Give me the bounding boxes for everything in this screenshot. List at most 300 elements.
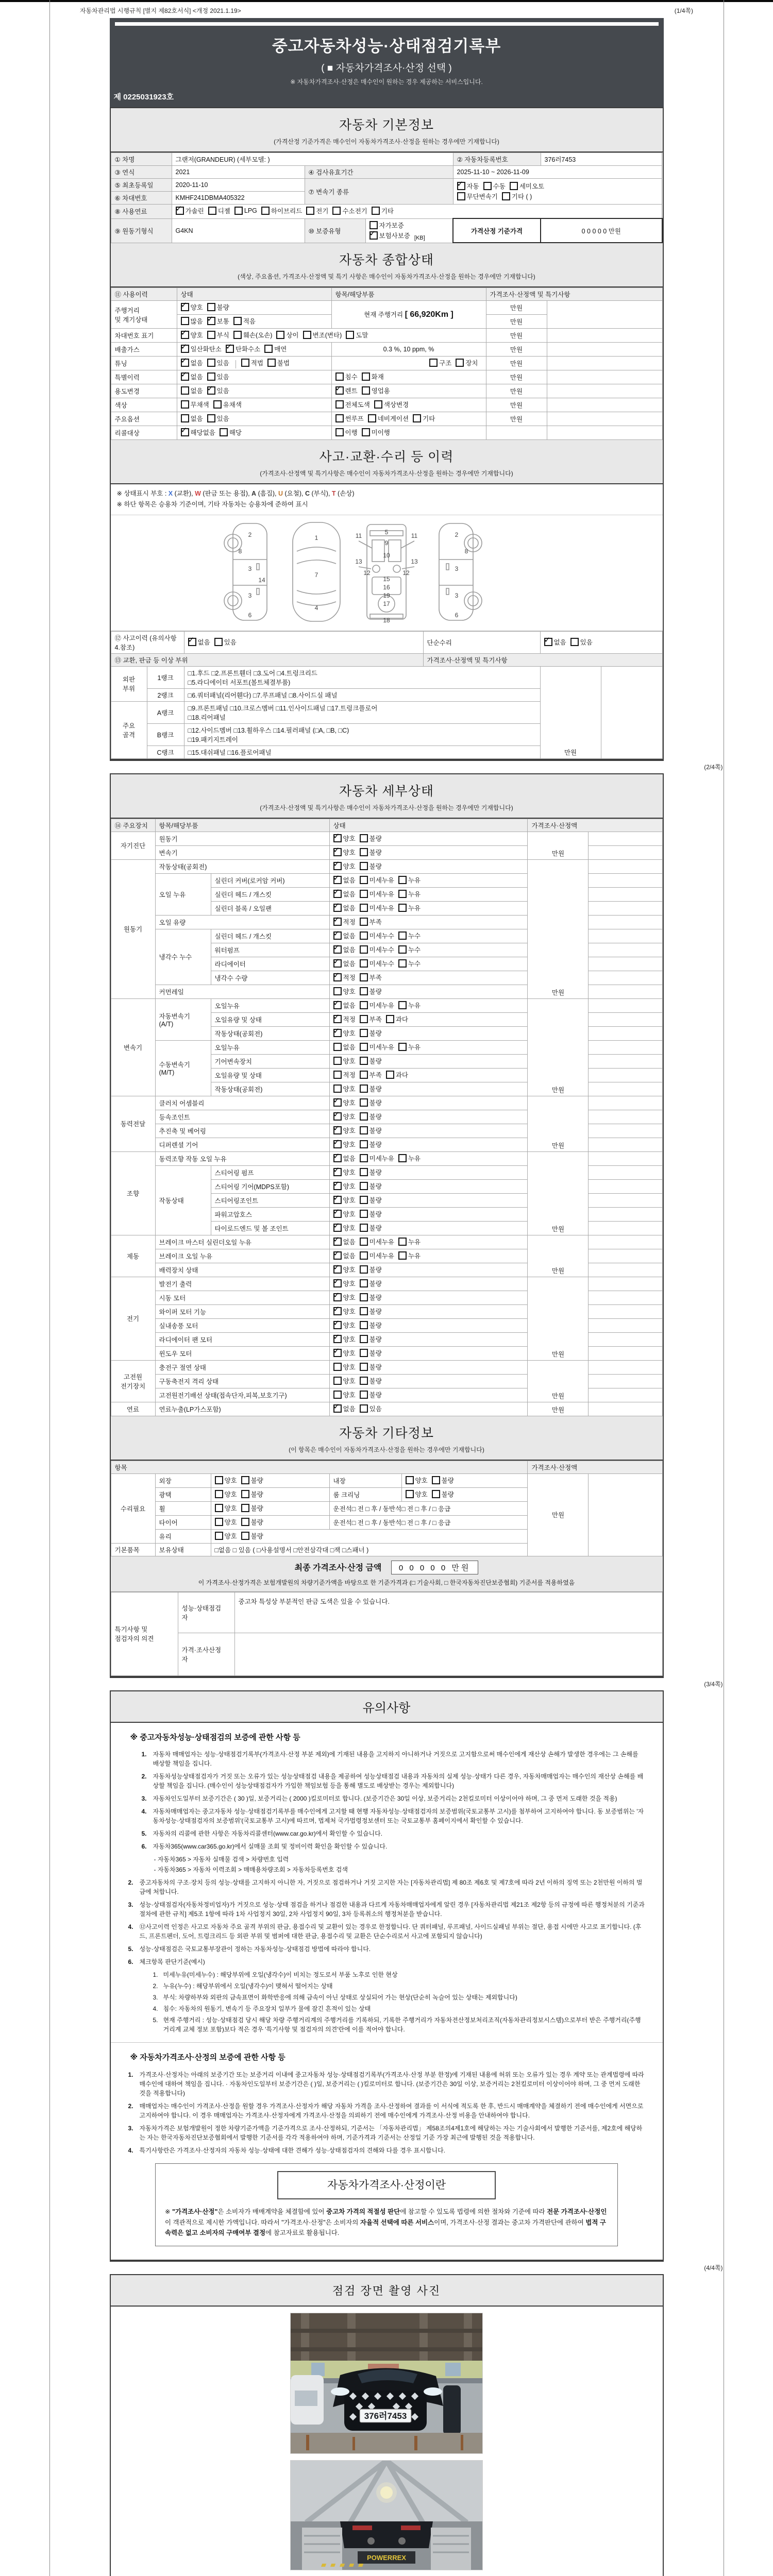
checkbox-일산화탄소[interactable] bbox=[181, 344, 222, 353]
checkbox-box[interactable] bbox=[234, 207, 243, 215]
checkbox-box[interactable] bbox=[360, 1210, 368, 1218]
checkbox-box[interactable] bbox=[432, 1490, 440, 1498]
checkbox-box[interactable] bbox=[333, 1251, 342, 1260]
checkbox-box[interactable] bbox=[360, 1168, 368, 1176]
checkbox-box[interactable] bbox=[360, 1084, 368, 1093]
checkbox-box[interactable] bbox=[333, 959, 342, 968]
checkbox-box[interactable] bbox=[360, 1126, 368, 1134]
checkbox-없음[interactable] bbox=[188, 637, 210, 647]
checkbox-렌트[interactable] bbox=[335, 386, 358, 395]
checkbox-양호[interactable] bbox=[333, 987, 356, 996]
checkbox-양호[interactable] bbox=[333, 1265, 356, 1274]
checkbox-box[interactable] bbox=[374, 400, 382, 409]
checkbox-양호[interactable] bbox=[333, 1209, 356, 1218]
checkbox-box[interactable] bbox=[181, 345, 189, 353]
checkbox-누유[interactable] bbox=[398, 889, 421, 899]
checkbox-box[interactable] bbox=[333, 1154, 342, 1162]
checkbox-box[interactable] bbox=[360, 931, 368, 940]
checkbox-양호[interactable] bbox=[215, 1476, 237, 1485]
checkbox-불량[interactable] bbox=[360, 1348, 382, 1358]
checkbox-box[interactable] bbox=[360, 1391, 368, 1399]
checkbox-box[interactable] bbox=[333, 1210, 342, 1218]
checkbox-탄화수소[interactable] bbox=[226, 344, 260, 353]
checkbox-box[interactable] bbox=[360, 1279, 368, 1287]
checkbox-불량[interactable] bbox=[360, 1167, 382, 1177]
checkbox-불량[interactable] bbox=[360, 1320, 382, 1330]
checkbox-box[interactable] bbox=[570, 638, 579, 646]
checkbox-box[interactable] bbox=[360, 918, 368, 926]
checkbox-box[interactable] bbox=[360, 1182, 368, 1190]
checkbox-양호[interactable] bbox=[333, 1112, 356, 1121]
checkbox-없음[interactable] bbox=[333, 875, 356, 885]
checkbox-양호[interactable] bbox=[333, 1084, 356, 1093]
checkbox-양호[interactable] bbox=[215, 1489, 237, 1499]
checkbox-box[interactable] bbox=[360, 862, 368, 870]
checkbox-box[interactable] bbox=[333, 1140, 342, 1148]
checkbox-미세누수[interactable] bbox=[360, 945, 394, 954]
checkbox-box[interactable] bbox=[398, 1238, 407, 1246]
checkbox-box[interactable] bbox=[215, 1532, 223, 1540]
checkbox-box[interactable] bbox=[456, 359, 464, 367]
checkbox-box[interactable] bbox=[333, 1029, 342, 1037]
checkbox-box[interactable] bbox=[360, 1140, 368, 1148]
checkbox-양호[interactable] bbox=[333, 1279, 356, 1288]
checkbox-기타[interactable] bbox=[413, 414, 435, 423]
checkbox-box[interactable] bbox=[333, 1057, 342, 1065]
checkbox-box[interactable] bbox=[333, 1377, 342, 1385]
checkbox-불량[interactable] bbox=[432, 1489, 454, 1499]
checkbox-box[interactable] bbox=[333, 1224, 342, 1232]
checkbox-box[interactable] bbox=[264, 345, 273, 353]
checkbox-적정[interactable] bbox=[333, 917, 356, 926]
checkbox-box[interactable] bbox=[181, 400, 189, 409]
checkbox-box[interactable] bbox=[398, 931, 407, 940]
checkbox-불량[interactable] bbox=[360, 987, 382, 996]
checkbox-box[interactable] bbox=[207, 414, 215, 422]
checkbox-기타 ( )[interactable] bbox=[502, 192, 532, 201]
checkbox-세미오토[interactable] bbox=[510, 181, 544, 191]
checkbox-양호[interactable] bbox=[215, 1517, 237, 1527]
checkbox-box[interactable] bbox=[360, 1057, 368, 1065]
checkbox-하이브리드[interactable] bbox=[261, 206, 302, 215]
checkbox-box[interactable] bbox=[333, 1238, 342, 1246]
checkbox-box[interactable] bbox=[181, 331, 189, 339]
checkbox-box[interactable] bbox=[333, 1363, 342, 1371]
checkbox-box[interactable] bbox=[369, 231, 378, 240]
checkbox-box[interactable] bbox=[346, 331, 354, 339]
checkbox-box[interactable] bbox=[333, 1279, 342, 1287]
checkbox-box[interactable] bbox=[362, 372, 370, 381]
checkbox-불량[interactable] bbox=[360, 1376, 382, 1385]
checkbox-있음[interactable] bbox=[207, 386, 229, 395]
checkbox-양호[interactable] bbox=[215, 1503, 237, 1513]
checkbox-양호[interactable] bbox=[333, 1307, 356, 1316]
checkbox-box[interactable] bbox=[360, 1001, 368, 1009]
checkbox-없음[interactable] bbox=[544, 637, 566, 647]
checkbox-가솔린[interactable] bbox=[176, 206, 204, 215]
checkbox-양호[interactable] bbox=[333, 1098, 356, 1107]
checkbox-box[interactable] bbox=[510, 182, 518, 190]
checkbox-box[interactable] bbox=[233, 317, 242, 325]
checkbox-적음[interactable] bbox=[233, 316, 256, 326]
checkbox-box[interactable] bbox=[360, 1098, 368, 1107]
checkbox-미세누유[interactable] bbox=[360, 1251, 394, 1260]
checkbox-box[interactable] bbox=[398, 1043, 407, 1051]
checkbox-box[interactable] bbox=[360, 1071, 368, 1079]
checkbox-box[interactable] bbox=[215, 1490, 223, 1498]
checkbox-없음[interactable] bbox=[333, 1404, 356, 1413]
checkbox-누유[interactable] bbox=[398, 1237, 421, 1246]
checkbox-box[interactable] bbox=[360, 1307, 368, 1315]
checkbox-box[interactable] bbox=[215, 1518, 223, 1526]
checkbox-box[interactable] bbox=[306, 207, 314, 215]
checkbox-없음[interactable] bbox=[333, 1154, 356, 1163]
checkbox-불량[interactable] bbox=[360, 1112, 382, 1121]
checkbox-box[interactable] bbox=[333, 1015, 342, 1023]
checkbox-box[interactable] bbox=[215, 1476, 223, 1484]
checkbox-box[interactable] bbox=[335, 372, 344, 381]
checkbox-미세누유[interactable] bbox=[360, 1154, 394, 1163]
checkbox-양호[interactable] bbox=[181, 330, 203, 340]
checkbox-box[interactable] bbox=[333, 890, 342, 898]
checkbox-양호[interactable] bbox=[333, 1167, 356, 1177]
checkbox-없음[interactable] bbox=[333, 889, 356, 899]
checkbox-수동[interactable] bbox=[483, 181, 506, 191]
checkbox-box[interactable] bbox=[360, 1363, 368, 1371]
checkbox-box[interactable] bbox=[333, 1321, 342, 1329]
checkbox-없음[interactable] bbox=[333, 1237, 356, 1246]
checkbox-양호[interactable] bbox=[333, 1028, 356, 1038]
checkbox-box[interactable] bbox=[333, 1335, 342, 1343]
checkbox-전기[interactable] bbox=[306, 206, 328, 215]
checkbox-box[interactable] bbox=[333, 1126, 342, 1134]
checkbox-box[interactable] bbox=[181, 372, 189, 381]
checkbox-불량[interactable] bbox=[241, 1503, 263, 1513]
checkbox-과다[interactable] bbox=[386, 1070, 408, 1079]
checkbox-없음[interactable] bbox=[181, 358, 203, 367]
checkbox-자동[interactable] bbox=[457, 181, 479, 191]
checkbox-box[interactable] bbox=[181, 317, 189, 325]
checkbox-box[interactable] bbox=[360, 973, 368, 981]
checkbox-양호[interactable] bbox=[333, 1320, 356, 1330]
checkbox-미세누유[interactable] bbox=[360, 875, 394, 885]
checkbox-매연[interactable] bbox=[264, 344, 287, 353]
checkbox-box[interactable] bbox=[207, 372, 215, 381]
checkbox-누유[interactable] bbox=[398, 903, 421, 912]
checkbox-box[interactable] bbox=[333, 1182, 342, 1190]
checkbox-box[interactable] bbox=[360, 945, 368, 954]
checkbox-box[interactable] bbox=[333, 1404, 342, 1413]
checkbox-box[interactable] bbox=[360, 987, 368, 995]
checkbox-없음[interactable] bbox=[181, 414, 203, 423]
checkbox-양호[interactable] bbox=[333, 1140, 356, 1149]
checkbox-양호[interactable] bbox=[333, 1056, 356, 1065]
checkbox-box[interactable] bbox=[362, 428, 370, 436]
checkbox-영업용[interactable] bbox=[362, 386, 390, 395]
checkbox-적법[interactable] bbox=[241, 358, 263, 367]
checkbox-box[interactable] bbox=[360, 1238, 368, 1246]
checkbox-미세누유[interactable] bbox=[360, 1237, 394, 1246]
checkbox-box[interactable] bbox=[333, 904, 342, 912]
checkbox-불량[interactable] bbox=[360, 861, 382, 871]
checkbox-있음[interactable] bbox=[214, 637, 237, 647]
checkbox-불량[interactable] bbox=[360, 1209, 382, 1218]
checkbox-box[interactable] bbox=[207, 359, 215, 367]
checkbox-불량[interactable] bbox=[241, 1489, 263, 1499]
checkbox-box[interactable] bbox=[181, 359, 189, 367]
checkbox-box[interactable] bbox=[360, 1321, 368, 1329]
checkbox-누수[interactable] bbox=[398, 959, 421, 968]
checkbox-불량[interactable] bbox=[360, 1279, 382, 1288]
checkbox-box[interactable] bbox=[207, 317, 215, 325]
checkbox-box[interactable] bbox=[360, 1043, 368, 1051]
checkbox-미세누유[interactable] bbox=[360, 889, 394, 899]
checkbox-box[interactable] bbox=[483, 182, 492, 190]
checkbox-도말[interactable] bbox=[346, 330, 368, 340]
checkbox-있음[interactable] bbox=[207, 358, 229, 367]
checkbox-불량[interactable] bbox=[360, 1098, 382, 1107]
checkbox-양호[interactable] bbox=[333, 1390, 356, 1399]
checkbox-불량[interactable] bbox=[360, 1126, 382, 1135]
checkbox-적정[interactable] bbox=[333, 1014, 356, 1024]
checkbox-box[interactable] bbox=[360, 876, 368, 884]
checkbox-box[interactable] bbox=[333, 945, 342, 954]
checkbox-box[interactable] bbox=[241, 1476, 249, 1484]
checkbox-양호[interactable] bbox=[333, 861, 356, 871]
checkbox-보통[interactable] bbox=[207, 316, 229, 326]
checkbox-box[interactable] bbox=[267, 359, 276, 367]
checkbox-box[interactable] bbox=[333, 1293, 342, 1301]
checkbox-box[interactable] bbox=[386, 1071, 394, 1079]
checkbox-수소전기[interactable] bbox=[332, 206, 367, 215]
checkbox-보험사보증[interactable] bbox=[369, 231, 410, 240]
checkbox-누유[interactable] bbox=[398, 1001, 421, 1010]
checkbox-box[interactable] bbox=[241, 1532, 249, 1540]
checkbox-box[interactable] bbox=[406, 1476, 414, 1484]
checkbox-box[interactable] bbox=[360, 1265, 368, 1274]
checkbox-box[interactable] bbox=[360, 1154, 368, 1162]
checkbox-변조(변타)[interactable] bbox=[303, 330, 342, 340]
checkbox-양호[interactable] bbox=[333, 1195, 356, 1205]
checkbox-침수[interactable] bbox=[335, 372, 358, 381]
checkbox-양호[interactable] bbox=[333, 1376, 356, 1385]
checkbox-box[interactable] bbox=[333, 862, 342, 870]
checkbox-불량[interactable] bbox=[360, 834, 382, 843]
checkbox-장치[interactable] bbox=[456, 358, 478, 367]
checkbox-불량[interactable] bbox=[360, 1265, 382, 1274]
checkbox-양호[interactable] bbox=[333, 1223, 356, 1232]
checkbox-양호[interactable] bbox=[333, 1126, 356, 1135]
checkbox-불량[interactable] bbox=[360, 1028, 382, 1038]
checkbox-box[interactable] bbox=[181, 428, 189, 436]
checkbox-box[interactable] bbox=[188, 638, 196, 646]
checkbox-box[interactable] bbox=[241, 1490, 249, 1498]
checkbox-불량[interactable] bbox=[360, 1362, 382, 1371]
checkbox-불량[interactable] bbox=[360, 1334, 382, 1344]
checkbox-적정[interactable] bbox=[333, 973, 356, 982]
checkbox-구조[interactable] bbox=[429, 358, 451, 367]
checkbox-양호[interactable] bbox=[406, 1476, 428, 1485]
checkbox-불량[interactable] bbox=[360, 1223, 382, 1232]
checkbox-불량[interactable] bbox=[241, 1476, 263, 1485]
checkbox-box[interactable] bbox=[362, 386, 370, 395]
checkbox-있음[interactable] bbox=[360, 1404, 382, 1413]
checkbox-box[interactable] bbox=[333, 1307, 342, 1315]
checkbox-box[interactable] bbox=[241, 1518, 249, 1526]
checkbox-box[interactable] bbox=[360, 1349, 368, 1357]
checkbox-box[interactable] bbox=[368, 414, 376, 422]
checkbox-이행[interactable] bbox=[335, 428, 358, 437]
checkbox-box[interactable] bbox=[181, 386, 189, 395]
checkbox-box[interactable] bbox=[398, 1154, 407, 1162]
checkbox-없음[interactable] bbox=[333, 931, 356, 940]
checkbox-box[interactable] bbox=[398, 959, 407, 968]
checkbox-box[interactable] bbox=[220, 428, 228, 436]
checkbox-box[interactable] bbox=[335, 386, 344, 395]
checkbox-미세누유[interactable] bbox=[360, 1042, 394, 1052]
checkbox-box[interactable] bbox=[215, 1504, 223, 1512]
checkbox-불량[interactable] bbox=[360, 848, 382, 857]
checkbox-부족[interactable] bbox=[360, 1070, 382, 1079]
checkbox-box[interactable] bbox=[333, 1043, 342, 1051]
checkbox-box[interactable] bbox=[213, 400, 222, 409]
checkbox-box[interactable] bbox=[360, 1377, 368, 1385]
checkbox-box[interactable] bbox=[333, 1001, 342, 1009]
checkbox-box[interactable] bbox=[207, 386, 215, 395]
checkbox-미세누유[interactable] bbox=[360, 903, 394, 912]
checkbox-box[interactable] bbox=[226, 345, 234, 353]
checkbox-box[interactable] bbox=[333, 834, 342, 842]
checkbox-box[interactable] bbox=[398, 890, 407, 898]
checkbox-box[interactable] bbox=[360, 834, 368, 842]
checkbox-box[interactable] bbox=[360, 1196, 368, 1204]
checkbox-box[interactable] bbox=[333, 1391, 342, 1399]
checkbox-없음[interactable] bbox=[333, 903, 356, 912]
checkbox-누유[interactable] bbox=[398, 1154, 421, 1163]
checkbox-box[interactable] bbox=[360, 1404, 368, 1413]
checkbox-불량[interactable] bbox=[241, 1531, 263, 1540]
checkbox-양호[interactable] bbox=[333, 834, 356, 843]
checkbox-box[interactable] bbox=[457, 182, 465, 190]
checkbox-불량[interactable] bbox=[360, 1293, 382, 1302]
checkbox-box[interactable] bbox=[276, 331, 284, 339]
checkbox-양호[interactable] bbox=[406, 1489, 428, 1499]
checkbox-화재[interactable] bbox=[362, 372, 384, 381]
checkbox-누유[interactable] bbox=[398, 1251, 421, 1260]
checkbox-LPG[interactable] bbox=[234, 207, 257, 215]
checkbox-box[interactable] bbox=[303, 331, 311, 339]
checkbox-box[interactable] bbox=[398, 904, 407, 912]
checkbox-box[interactable] bbox=[333, 1112, 342, 1121]
checkbox-box[interactable] bbox=[233, 331, 242, 339]
checkbox-box[interactable] bbox=[332, 207, 341, 215]
checkbox-box[interactable] bbox=[333, 1196, 342, 1204]
checkbox-없음[interactable] bbox=[333, 1042, 356, 1052]
checkbox-box[interactable] bbox=[335, 414, 344, 422]
checkbox-불량[interactable] bbox=[360, 1056, 382, 1065]
checkbox-과다[interactable] bbox=[386, 1014, 408, 1024]
checkbox-box[interactable] bbox=[333, 848, 342, 856]
checkbox-무단변속기[interactable] bbox=[457, 192, 498, 201]
checkbox-누유[interactable] bbox=[398, 1042, 421, 1052]
checkbox-기타[interactable] bbox=[372, 206, 394, 215]
checkbox-box[interactable] bbox=[333, 931, 342, 940]
checkbox-box[interactable] bbox=[457, 192, 465, 200]
checkbox-box[interactable] bbox=[360, 1251, 368, 1260]
checkbox-box[interactable] bbox=[544, 638, 552, 646]
checkbox-box[interactable] bbox=[208, 207, 216, 215]
checkbox-box[interactable] bbox=[333, 973, 342, 981]
checkbox-box[interactable] bbox=[181, 303, 189, 311]
checkbox-없음[interactable] bbox=[333, 945, 356, 954]
checkbox-box[interactable] bbox=[369, 221, 378, 229]
checkbox-양호[interactable] bbox=[333, 1181, 356, 1191]
checkbox-유채색[interactable] bbox=[213, 400, 242, 409]
checkbox-불법[interactable] bbox=[267, 358, 290, 367]
checkbox-없음[interactable] bbox=[181, 386, 203, 395]
checkbox-양호[interactable] bbox=[333, 1348, 356, 1358]
checkbox-누수[interactable] bbox=[398, 945, 421, 954]
checkbox-box[interactable] bbox=[261, 207, 270, 215]
checkbox-양호[interactable] bbox=[333, 848, 356, 857]
checkbox-부식[interactable] bbox=[207, 330, 229, 340]
checkbox-불량[interactable] bbox=[360, 1181, 382, 1191]
checkbox-box[interactable] bbox=[429, 359, 438, 367]
checkbox-box[interactable] bbox=[360, 1015, 368, 1023]
checkbox-box[interactable] bbox=[214, 638, 223, 646]
checkbox-box[interactable] bbox=[360, 1335, 368, 1343]
checkbox-해당[interactable] bbox=[220, 428, 242, 437]
checkbox-box[interactable] bbox=[333, 987, 342, 995]
checkbox-썬루프[interactable] bbox=[335, 414, 364, 423]
checkbox-box[interactable] bbox=[360, 959, 368, 968]
checkbox-불량[interactable] bbox=[360, 1084, 382, 1093]
checkbox-box[interactable] bbox=[335, 400, 344, 409]
checkbox-상이[interactable] bbox=[276, 330, 298, 340]
checkbox-box[interactable] bbox=[176, 207, 184, 215]
checkbox-box[interactable] bbox=[360, 1293, 368, 1301]
checkbox-box[interactable] bbox=[360, 1029, 368, 1037]
checkbox-무채색[interactable] bbox=[181, 400, 209, 409]
checkbox-box[interactable] bbox=[333, 1084, 342, 1093]
checkbox-box[interactable] bbox=[360, 848, 368, 856]
checkbox-box[interactable] bbox=[398, 1001, 407, 1009]
checkbox-없음[interactable] bbox=[181, 372, 203, 381]
checkbox-box[interactable] bbox=[241, 359, 249, 367]
checkbox-box[interactable] bbox=[360, 890, 368, 898]
checkbox-양호[interactable] bbox=[333, 1362, 356, 1371]
checkbox-양호[interactable] bbox=[333, 1293, 356, 1302]
checkbox-있음[interactable] bbox=[207, 372, 229, 381]
checkbox-없음[interactable] bbox=[333, 1251, 356, 1260]
checkbox-많음[interactable] bbox=[181, 316, 203, 326]
checkbox-box[interactable] bbox=[372, 207, 380, 215]
checkbox-box[interactable] bbox=[398, 945, 407, 954]
checkbox-색상변경[interactable] bbox=[374, 400, 409, 409]
checkbox-있음[interactable] bbox=[570, 637, 593, 647]
checkbox-미세누유[interactable] bbox=[360, 1001, 394, 1010]
checkbox-box[interactable] bbox=[386, 1015, 394, 1023]
checkbox-불량[interactable] bbox=[360, 1140, 382, 1149]
checkbox-box[interactable] bbox=[333, 918, 342, 926]
checkbox-누유[interactable] bbox=[398, 875, 421, 885]
checkbox-네비게이션[interactable] bbox=[368, 414, 409, 423]
checkbox-해당없음[interactable] bbox=[181, 428, 215, 437]
checkbox-부족[interactable] bbox=[360, 917, 382, 926]
checkbox-box[interactable] bbox=[333, 1098, 342, 1107]
checkbox-없음[interactable] bbox=[333, 1001, 356, 1010]
checkbox-box[interactable] bbox=[333, 876, 342, 884]
